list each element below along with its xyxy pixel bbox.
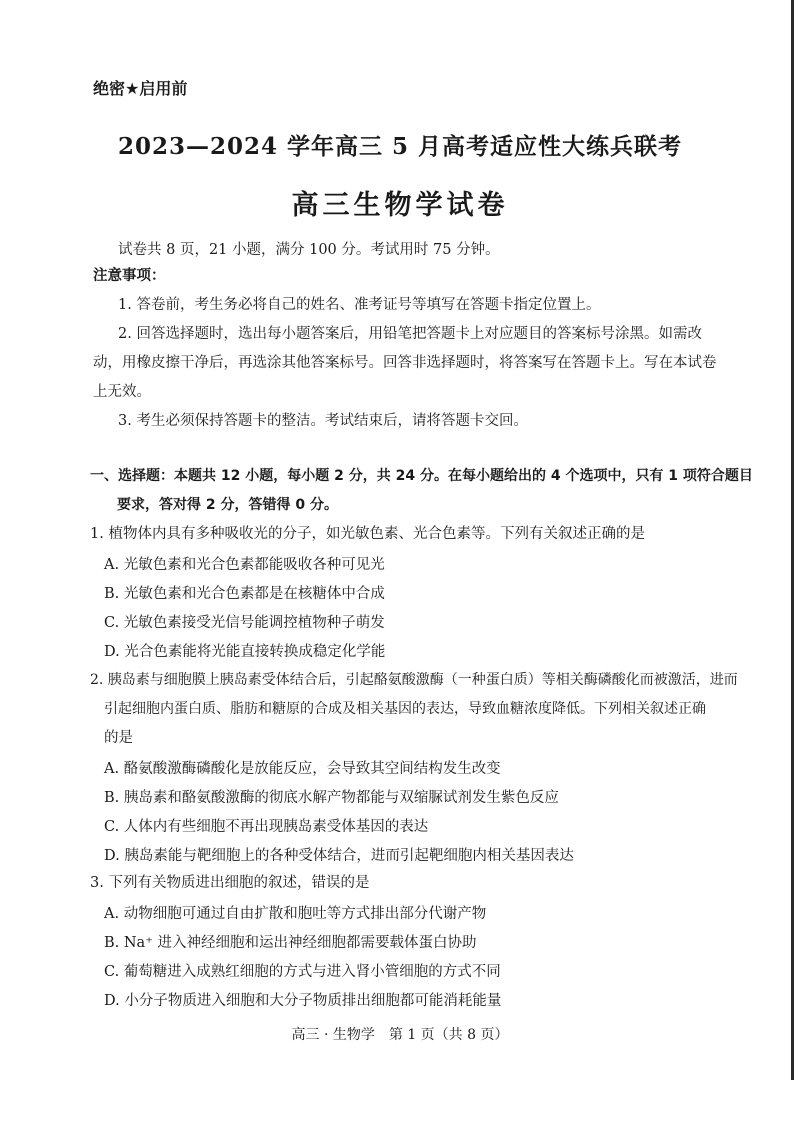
q1-option-b: B. 光敏色素和光合色素都是在核糖体中合成 bbox=[104, 586, 385, 602]
note-2-line-3: 上无效。 bbox=[93, 384, 151, 400]
q1-option-c: C. 光敏色素接受光信号能调控植物种子萌发 bbox=[104, 615, 385, 631]
note-3: 3. 考生必须保持答题卡的整洁。考试结束后，请将答题卡交回。 bbox=[118, 413, 528, 429]
exam-info: 试卷共 8 页，21 小题，满分 100 分。考试用时 75 分钟。 bbox=[118, 242, 500, 258]
q2-stem-line-2: 引起细胞内蛋白质、脂肪和糖原的合成及相关基因的表达，导致血糖浓度降低。下列相关叙述正确 bbox=[104, 701, 706, 717]
note-2-line-2: 动，用橡皮擦干净后，再选涂其他答案标号。回答非选择题时，将答案写在答题卡上。写在本试卷 bbox=[93, 355, 717, 371]
q2-option-d: D. 胰岛素能与靶细胞上的各种受体结合，进而引起靶细胞内相关基因表达 bbox=[104, 848, 574, 864]
q2-stem-line-3: 的是 bbox=[104, 730, 133, 746]
notes-heading: 注意事项： bbox=[93, 268, 166, 284]
subject-title: 高三生物学试卷 bbox=[291, 190, 509, 221]
section-heading-line-2: 要求，答对得 2 分，答错得 0 分。 bbox=[117, 497, 338, 513]
q1-option-a: A. 光敏色素和光合色素都能吸收各种可见光 bbox=[104, 557, 385, 573]
q3-option-c: C. 葡萄糖进入成熟红细胞的方式与进入肾小管细胞的方式不同 bbox=[104, 964, 501, 980]
note-2-line-1: 2. 回答选择题时，选出每小题答案后，用铅笔把答题卡上对应题目的答案标号涂黑。如需改 bbox=[118, 326, 702, 342]
note-1: 1. 答卷前，考生务必将自己的姓名、准考证号等填写在答题卡指定位置上。 bbox=[118, 297, 601, 313]
section-heading-line-1: 一、选择题：本题共 12 小题，每小题 2 分，共 24 分。在每小题给出的 4 个选项中，只有 1 项符合题目 bbox=[90, 468, 753, 484]
q3-stem: 3. 下列有关物质进出细胞的叙述，错误的是 bbox=[90, 875, 370, 891]
confidential-label: 绝密★启用前 bbox=[93, 79, 188, 98]
q2-option-b: B. 胰岛素和酪氨酸激酶的彻底水解产物都能与双缩脲试剂发生紫色反应 bbox=[104, 790, 559, 806]
exam-title: 2023—2024 学年高三 5 月高考适应性大练兵联考 bbox=[117, 133, 683, 160]
q3-option-a: A. 动物细胞可通过自由扩散和胞吐等方式排出部分代谢产物 bbox=[104, 906, 487, 922]
q1-option-d: D. 光合色素能将光能直接转换成稳定化学能 bbox=[104, 644, 386, 660]
scan-edge-line bbox=[791, 0, 794, 1080]
q3-option-d: D. 小分子物质进入细胞和大分子物质排出细胞都可能消耗能量 bbox=[104, 993, 502, 1009]
q2-option-c: C. 人体内有些细胞不再出现胰岛素受体基因的表达 bbox=[104, 819, 429, 835]
page-footer: 高三 · 生物学 第 1 页（共 8 页） bbox=[291, 1027, 509, 1043]
q1-stem: 1. 植物体内具有多种吸收光的分子，如光敏色素、光合色素等。下列有关叙述正确的是 bbox=[90, 526, 645, 542]
q2-option-a: A. 酪氨酸激酶磷酸化是放能反应，会导致其空间结构发生改变 bbox=[104, 761, 501, 777]
q3-option-b: B. Na⁺ 进入神经细胞和运出神经细胞都需要载体蛋白协助 bbox=[104, 935, 477, 951]
q2-stem-line-1: 2. 胰岛素与细胞膜上胰岛素受体结合后，引起酪氨酸激酶（一种蛋白质）等相关酶磷酸化而被激活，进而 bbox=[90, 672, 738, 688]
